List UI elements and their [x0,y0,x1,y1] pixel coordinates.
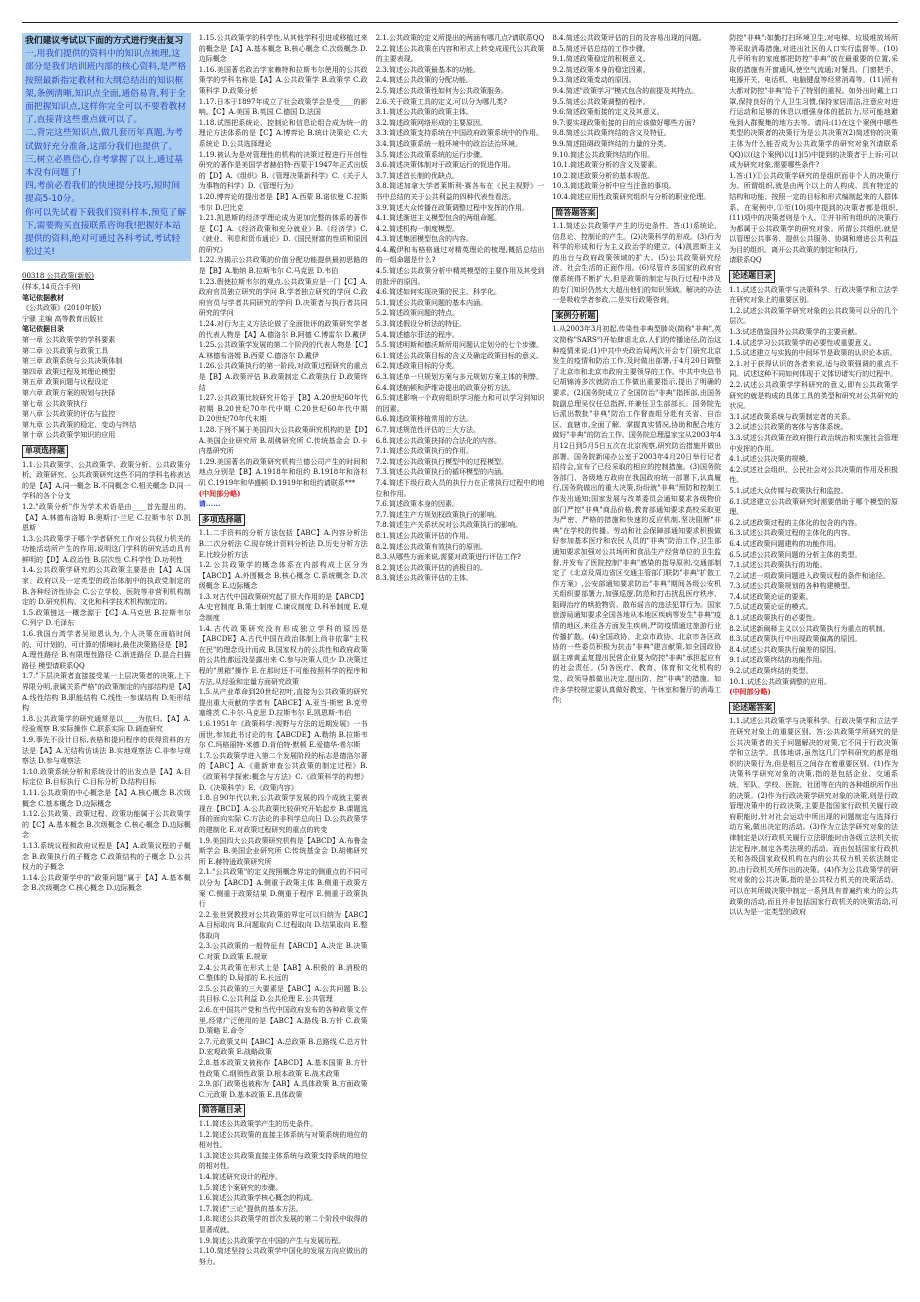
question-item: 9.8.简述公共政策终结的含义及特征。 [552,129,671,138]
question-item: 1.14.公共政策学中的"政策问题"属于【A】A.基本概念 B.次级概念 C.核心概念 D.边际概念 [22,873,191,893]
list-item: 第六章 政策方案的规划与抉择 [22,388,116,397]
question-item: 3.1.试述政策系统与政策制定者的关系。 [729,412,855,421]
question-item: 8.5.简述评估总结的工作步骤。 [552,44,650,53]
question-item: 8.3.试述政策执行中出现政策偏离的原因。 [729,635,862,644]
question-item: 6.3.试述公共政策过程的主体化的内容。 [729,529,855,538]
question-item: 1.27.公共政策比较研究开始于【B】A.20世纪60年代初期 B.20世纪70年代中期 C.20世纪60年代中期 D.20世纪70年代末期 [198,394,368,424]
case-paragraph: 1.从2003年3月初起,传染性非典型肺炎(简称"非典",英文简称"SARS")开始肆虐北京,人们的传播途径,防治这种疫情来说:(1)中共中央政治局两次开会专门研究北京发生的疫情和防治工作,及时做出部署,于4月20日调整了北京市和北京市政府主要领导的工作。中共中央总书记胡锦涛多次就防治工作做出重要指示,提出了明确的要求。(2)国务院成立了全国防治"非典"指挥部,由国务院副总理吴仪任总指挥,并兼任卫生部部长。国务院先后派出数批"非典"防治工作督查组分赴有关省、自治区、直辖市,全面了解、掌握真实情况,协助和配合地方做好"非典"的防治工作。国务院总理温家宝从2003年4月12日到5月5日五次在北京视察,研究防治措施并做出部署。国务院新闻办公室于2003年4月20日举行记者招待会,宣布了已经采取的相应的控制措施。(3)国务院各部门、各级地方政府在我国政府统一部署下,认真履行,国务院做出的重大决策,纷纷就"非典"预防和控制工作发出通知;国家发展与改革委员会通知要求各级物价部门严控"非典"商品价格,教育部通知要求高校采取更为严密、严格的措施和快速的反应机制,坚决阻断"非典"在学校的传播。劳动和社会保障部通知要求积极做好参加基本医疗和农民人员的"非典"防治工作,卫生部通知要求加强对公共场所和食品生产经营单位的卫生监督,并发布了医院控制"非典"感染的指导原则,交通部制定了《北京及周边省区交通主管部门联防"非典"扩散工作方案》,公安部通知要求防治"非典"期间各级公安机关组织要部署力,加强巡逻,防范和打击扰乱医疗秩序、阻碍治疗的哄抢物资、散布谣言的违法犯罪行为。国家旅游局通知要求全国各地从本地区疾病等发生"非典"疫情的地区,来往各方面发生疾病,严防疫情通过旅游行业传播扩散。(4)全国政协、北京市政协、北京市各区政协的一些委员积极为抗击"非典"建言献策,如全国政协副主席黄孟复提出民营企业要为防控"非典"承担起应有的社会责任。(5)各医疗、教育、体育和文化机构的党、政领导都做出决定,提出防、控"非典"的措施。如许多学校规定要认真做好教室、午休室和餐厅的消毒工作; [552,325,722,705]
list-item: 第九章 公共政策的稳定、变动与终结 [22,420,137,429]
question-item: 3.2.简述政策网络形成的主要原因。 [375,118,487,127]
question-item: 2.5.简述公共政策性如何为公共政策服务。 [375,86,508,95]
question-item: 9.2.简述政策本身的稳定因素。 [552,65,650,74]
answer-paragraph: 1.1.简述公共政策学产生的历史条件。答:(1)系统论、信息论、控制论的产生。(2)决策科学的形成。(3)行为科学的形成和行为主义政治学的建立。(4)凯恩斯主义的出台与政府政策领域的扩大。(5)公共政策研究经济、社会生活的正面作用。(6)尽管许多国家的政府官僚系统得不断扩大,但是政策的制定与执行过程中涉及的专门知识仍然大大超出他们的知识领域。解决的办法一是吸收学者参政,二是实行政策咨询。 [552,222,722,305]
question-item: 9.7.要实现政策衔接的目的应该做好哪些方面? [552,118,696,127]
question-item: 6.6.简述政策移植常用的方法。 [375,415,473,424]
question-item: 7.8.简述生产关系状况对公共政策执行的影响。 [375,521,522,530]
question-item: 1.11.公共政策的中心概念是【A】A.核心概念 B.次级概念 C.基本概念 D.边际概念 [22,788,191,808]
question-item: 9.6.简述政策衔接的定义及其意义。 [552,108,664,117]
question-item: 1.23.假使拉斯韦尔的观点,公共政策应是一门【C】A.政府官员独立研究的学问 B.学者独立研究的学问 C.政府官员与学者共同研究的学问 D.决策者与执行者共同研究的学问 [198,277,368,318]
question-item: 2.9.部门政策也被称为【AB】A.具体政策 B.方面政策 C.元政策 D.基本政策 E.具体政策 [198,1080,368,1099]
section-heading-case-analysis: 案例分析题 [552,310,598,323]
question-item: 1.19.被认为是对管理性的机构的决策过程进行开创性研究的著作是美国学者赫伯特·西蒙于1947年正式出版的【D】A.《组织》B.《管理决策新科学》C.《关于人为事物的科学》D.《管理行为》 [198,150,368,191]
question-item: 1.28.下列不属于美国四大公共政策研究机构的是【D】A.美国企业研究所 B.胡佛研究所 C.传统基金会 D.卡内基研究所 [198,425,368,456]
question-item: 1.5.从产业革命到20世纪初叶,直接为公共政策的研究提出重大贡献的学者有【ABCE】A.亚当·斯密 B.克劳塞维茨 C.卡尔·马克思 D.拉斯韦尔 E.凯恩斯·韦伯 [198,688,368,718]
question-item: 3.1.简述公共政策的政策主体。 [375,108,473,117]
question-item: 1.9.美国四大公共政策研究机构是【ABCD】A.布鲁金斯学会 B.美国企业研究所 C.传统基金会 D.胡佛研究所 E.赫特逊政策研究所 [198,836,368,866]
question-item: 5.1.简述公共政策问题的基本内涵。 [375,298,487,307]
question-item: 9.1.简述政策稳定的积极意义。 [552,55,650,64]
contact-note: 请联系QQ [729,256,762,265]
list-item: 第四章 政策过程及其理论模型 [22,367,116,376]
omitted-note: (中间部分略) [198,488,241,498]
question-item: 2.6.在中国共产党和当代中国政府发布的各种政策文件里,经常广泛使用的是【ABC】A.路线 B.方针 C.政策 D.策略 E.命令 [198,1006,368,1036]
question-item: 8.2.简述公共政策评估的消极目的。 [375,563,487,572]
list-heading: 笔记依据教材 [22,292,64,302]
question-item: 2.2.简述公共政策在内容和形式上转变成现代公共政策的主要表现。 [375,44,545,64]
question-item: 1.1.公共政策学、公共政策学、政策分析、公共政策分析、政策研究、公共政策研究这些不同的学科名称表达的是【A】A.同一概念 B.不同概念 C.相关概念 D.同一学科的各个分支 [22,460,191,501]
question-item: 1.1.简述公共政策学产生的历史条件。 [198,1119,318,1128]
question-item: 1.2.公共政策学的概念体系在内部构成上区分为【ABCD】A.外围概念 B.核心概念 C.系统概念 D.次级概念 E.边际概念 [198,561,368,591]
question-item: 3.4.简述政策系统一般环境中的政治法治环境。 [375,139,522,148]
question-item: 9.3.简述政策变动的原因。 [552,76,636,85]
question-item: 7.4.试述政策论证的要素。 [729,592,813,601]
question-list [199,33,368,489]
question-item: 9.1.试述政策终结的功能作用。 [729,656,827,665]
question-item: 7.6.简述政策本身的因素。 [375,500,459,509]
question-item: 5.2.简述政策问题的特点。 [375,309,459,318]
question-item: 2.2.试述公共政策学学科研究的意义,即有公共政策学研究的就是构成的具体工具的类型和研究对公共研究的状况。 [729,381,898,411]
question-item: 2.7.元政策又叫【ABC】A.总政策 B.总路线 C.总方针 D.宏观政策 E.战略政策 [198,1037,368,1057]
question-item: 1.4.试述学习公共政策学的必要性或重要意义。 [729,338,876,347]
question-item: 1.4.古代政策研究没有形成独立学科的原因是【ABCDE】A.古代中国在政治体制上尚非依靠"主权在民"的理念设计而成 B.国家权力的公共性和政府政策的公共性都远没显露出来 C.参与决策人员少 D.决策过程的"黑箱"操作 E.在那时还不可能按照科学的程序和方法,从经验和定量方面研究政策 [198,624,368,686]
omitted-note: (中间部分略) [729,687,771,697]
question-item: 10.1.试述公共政策调整的应用。 [729,677,831,686]
question-item: 3.3.试述公共政策在政府推行政治统治和实施社会管理中发挥的作用。 [729,433,898,453]
question-item: 4.1.简述渐进主义模型包含的两组命题。 [375,214,501,223]
question-item: 7.3.简述公共政策执行的循环模型的内涵。 [375,468,508,477]
question-item: 1.26.公共政策执行的第一阶段,对政策过程研究的重点是【B】A.政策评估 B.政策制定 C.政策执行 D.政策终结 [198,362,368,392]
essay-answer: 1.1.试述公共政策学与决策科学、行政决策学和立法学在研究对象上的重要区别。答:公共政策学所研究的是公共决策者的关于问题解决的对策,它不同于行政决策学和立法学。具体地讲,虽然这几门学科研究的都是组织的决策行为,但是相互之间存在着重要区别。(1)作为决策科学研究对象的决策,指的是包括企业、交通系统、军队、学校、医院、社团等在内的各种组织所作出的决策。(2)作为行政决策学研究对象的决策,则是行政管理决策中的行政决策,主要是指国家行政机关履行政府职能时,针对社会运动中所出现的问题制定与选择行动方案,做出决定的活动。(3)作为立法学研究对象的法律制定是以行政机关履行立法职能时由各级立法机关依法定程序,制定各类法规的活动。而由包括国家行政机关和各级国家政权机构在内的公共权力机关依法制定的,由行政机关所作出的决策。(4)作为公共政策学的研究对象的公共决策,指的是公共权力机关的决策活动。可以在其所做决策中制定一系列具有普遍约束力的公共政策的活动,而且并非包括国家行政机关的决策活动,可以认为是一定类型的政府 [729,717,898,917]
question-list [729,285,898,688]
question-item: 2.3.公共政策的一般特征有【ABCD】A.决定 B.决策 C.对策 D.政策 E.规章 [198,942,368,962]
question-item: 1.8.简述公共政策学的首次发展的第二个阶段中取得的显著成就。 [198,1215,368,1234]
question-item: 9.4.简述"政策学习"模式包含的前提及其特点。 [552,86,699,95]
question-item: 1.29.美国著名的政策研究机构兰德公司产生的时间和地点分别是【B】A.1918年和纽约 B.1918年和洛杉矶 C.1919年和华盛顿 D.1919年和纽约请联系*** [198,457,368,487]
question-item: 6.7.简述规范性评估的三大方法。 [375,425,480,434]
question-item: 10.1.简述政策分析的含义及要素。 [552,161,662,170]
question-item: 4.4.戴伊和布格格通过对精英理论的梳理,概括总结出的一组命题是什么? [375,245,545,265]
omitted-note-tail: 请...... [198,499,221,509]
document-page [22,22,898,1285]
question-item: 1.6.简述公共政策学核心概念的构成。 [198,1194,318,1203]
question-item: 1.12.公共政策、政策过程、政策功能属于公共政策学的【C】A.基本概念 B.次级概念 C.核心概念 D.边际概念 [22,810,191,840]
question-list [552,33,721,203]
question-item: 1.25.公共政策学发展的第二个阶段的代表人物是【C】A.林德布洛姆 B.西蒙 C.德洛尔 D.戴伊 [198,341,368,360]
intro-paragraph: 一,用我们提供的资料中的知识点梳理,这部分是我们培训班内部的核心资料,是严格按照最新指定教材和大纲总结出的知识框架,条例清晰,知识点全面,通俗易背,利于全面把握知识点,这样你完全可以不要看教材了,直接背这些重点就可以了。 [25,49,187,126]
question-item: 4.6.简述如何实现决策的民主、科学化。 [375,288,501,297]
question-item: 6.4.简述帕顿和萨维奇提出的政策分析方法。 [375,383,515,392]
question-item: 1.8.自90年代以来,公共政策学发展的四个成就主要表现在【BCD】A.公共政策比较研究开始起步 B.课题选择的面向实际 C.方法论的非科学总向日 D.公共政策学的建制化 E.对政策过程研究的重点的转变 [198,794,368,834]
section-heading-multi-choice: 多项选择题 [199,514,245,527]
question-item: 3.3.简述政策支持系统在中国政府政策系统中的作用。 [375,129,543,138]
question-item: 1.4.简述研究设计的程序。 [198,1172,283,1181]
question-item: 1.7.公共政策学进入第二个发展阶段的标志是德洛尔著的【ABC】A.《重新审查公共政策的制定过程》B.《政策科学探索:概念与方法》C.《政策科学的构想》D.《决策科学》E.《政策内容》 [198,751,368,792]
section-heading-short-answer-key: 简答题答案 [552,207,598,220]
list-item: 第七章 公共政策执行 [22,399,88,408]
question-item: 3.6.简述决策体制对于政策运行的促进作用。 [375,161,515,170]
section-heading-single-choice: 单项选择题 [22,445,68,458]
question-item: 1.5.政策链这一概念源于【C】A.马克思 B.拉斯韦尔 C.列宁 D.毛泽东 [22,608,191,628]
question-item: 8.4.试述公共政策执行偏差的原因。 [729,645,841,654]
question-item: 7.5.试述政策论证的模式。 [729,603,813,612]
question-item: 1.2."政策分析"作为学术术语是由____首先提出的。【A】A.林德布洛姆 B.奥斯汀·兰尼 C.拉斯韦尔 D.凯恩斯 [22,502,191,533]
question-item: 8.1.试述政策执行的必要性。 [729,614,820,623]
question-item: 8.2.试述新阐释主义以公共政策执行为重点的机制。 [729,624,890,633]
question-item: 1.13.系统议程和政府议程是【A】A.政策议程的子概念 B.政策执行的子概念 C.政策结构的子概念 D.公共权力的子概念 [22,841,191,872]
sample-note: (样本,14页合手列) [22,283,81,292]
question-item: 1.7."下层决策者直接接受某一上层决策者的决策,上下界限分明,隶属关系严格"的政策制定的内部结构是【A】A.线性结构 B.职能结构 C.线性一参谋结构 D.矩形结构 [22,672,191,713]
question-item: 1.3.简述公共政策直接主体系统与政策支持系统的地位的相对性。 [198,1151,368,1171]
question-item: 1.22.为揭示公共政策的价值分配功能提供最初思路的是【B】A.勒纳 B.拉斯韦尔 C.马克思 D.韦伯 [198,256,368,276]
question-item: 5.4.简述德尔菲法的程序。 [375,330,459,339]
section-heading-essay-key: 论述题答案 [729,702,775,715]
question-item: 1.24.对行为主义方法论做了全面批评的政策研究学者的代表人物是【A】A.德洛尔 B.阿德 C.博雷尔 D.戴伊 [198,320,368,339]
section-heading-essay-list: 论述题目录 [729,270,775,283]
question-item: 6.2.试述政策过程的主体化的包含的内容。 [729,518,862,527]
intro-heading: 我们建议考试以下面的方式进行突击复习 [25,36,184,46]
intro-paragraph: 四,考前必看我们的快速提分技巧,短时间提高5-10分。 [25,181,181,205]
intro-paragraph: 你可以先试着下载我们资料样本,预览了解下,需要购买直接联系咨询我!把握好本站提供的资料,绝对可通过各科考试,考试轻松过关! [25,207,187,258]
question-item: 2.5.公共政策的三大要素是【ABC】A.公共问题 B.公共目标 C.公共利益 D.公共伦理 E.公共管理 [198,984,368,1004]
question-item: 2.2.张世贤教授对公共政策的界定可以归纳为【ABC】A.目标取向 B.问题取向 C.过程取向 D.结果取向 E.整体取向 [198,910,368,940]
question-item: 2.4.公共政策在形式上是【AB】A.积极的 B.消极的 C.整体的 D.局部的 E.长远的 [198,963,368,983]
question-list [199,528,368,1100]
question-item: 9.5.简述公共政策调整的程序。 [552,97,650,106]
list-item: 第十章 公共政策学知识的应用 [22,431,116,440]
list-heading: 笔记依据目录 [22,324,64,334]
question-item: 3.5.简述公共政策系统的运行步骤。 [375,150,487,159]
reference-lists [22,293,191,441]
question-item: 4.2.试述社会组织、公民社会对公共决策的作用及积极性。 [729,465,898,485]
question-item: 1.1.试述公共政策学与决策科学、行政决策学和立法学在研究对象上的重要区别。 [729,285,898,305]
question-item: 1.5.试述建立与实践的中间环节是政策的认识论本质。 [729,349,897,358]
question-item: 9.10.简述公共政策终结的作用。 [552,150,655,159]
list-item: 第一章 公共政策学的学科要素 [22,336,116,345]
question-item: 1.9.事先不设计目标,表格和提问程序的获得资料的方法是【A】A.无结构访谈法 B.实地观察法 C.非参与观察法 D.参与观察法 [22,735,191,766]
question-item: 1.6.我国台湾学者吴琼恩认为,个人决策在面临时间的、可计划的、可计算的情境时,最佳决策路径是【B】A.理性路径 B.有限理性路径 C.渐进路径 D.混合扫描路径 模型请联系QQ [22,630,191,670]
question-item: 2.4.简述公共政策的分配功能。 [375,76,473,85]
question-item: 3.9.简述大众传播在政策调整过程中发挥的作用。 [375,203,529,212]
question-item: 8.4.简述公共政策评估的目的及容易出现的问题。 [552,34,706,42]
question-item: 8.1.简述公共政策评估的作用。 [375,531,473,540]
question-item: 3.8.简述加拿大学者莱斯利·赛各布在《民主视野》一书中总结的关于公共利益的四种代表性看法。 [375,182,545,201]
case-answer: 1.答:(1)①公共政策学研究的是组织而非个人的决策行为。所谓组织,就是由两个以上的人构成、具有特定的结构和功能、按照一定的目标和形式编制起来的人群体系。在案例中,①至(10)项中提到的决策者都是组织,(11)项中的决策者则是个人。②并非所有组织的决策行为都属于公共政策学的研究对象。所谓公共组织,就是以管理公共事务、提供公共服务、协调和增进公共利益为目的组织。离开公共政策的制定和执行, [729,171,898,254]
question-item: 1.18.试图把系统论、控制论和信息论组合成为统一的理论方法体系的是【C】A.博弈论 B.统计决策论 C.大系统论 D.公共选择理论 [198,118,368,148]
list-item: 第五章 政策问题与议程设定 [22,378,109,387]
question-item: 1.8.公共政策学的研究通常是以____为依归。【A】A.经验观察 B.实际操作 C.联系实际 D.调查研究 [22,714,191,734]
question-item: 1.3.对古代中国政策研究起了很大作用的是【ABCD】A.史官制度 B.策士制度 C.谏议制度 D.科举制度 E.观念制度 [198,592,368,623]
question-list [22,460,191,894]
question-item: 8.3.从哪些方面来说,需要对政策进行评估工作? [375,553,521,562]
list-item: 第二章 公共政策与政策工具 [22,346,109,355]
question-item: 2.1.对于获得认识的各者来说,适与政策强调的重点不同。试述这种不同如何体现于文体切诸实行的过程中。 [729,359,898,379]
question-item: 10.3.简述政策分析中应当注意的事项。 [552,182,676,191]
question-item: 1.3.试述借鉴国外公共政策学的主要贡献。 [729,328,862,337]
question-item: 7.1.简述公共政策执行的作用。 [375,447,473,456]
question-item: 3.2.试述公共政策的客体与客体系统。 [729,423,848,432]
question-item: 2.3.简述公共政策最基本的功能。 [375,65,480,74]
list-item: 宁骚 主编 高等教育出版社 [22,314,104,323]
column-4 [552,33,721,1285]
question-item: 3.7.简述首长制的优缺点。 [375,171,459,180]
question-item: 1.6.1951年《政策科学:视野与方法的近期发展》一书面世,参加此书讨论的有【ABCDE】A.勒纳 B.拉斯韦尔 C.玛格丽特·米德 D.肯伯特·默顿 E.爱德华·希尔斯 [198,720,368,750]
question-item: 5.3.简述假设分析法的特征。 [375,320,466,329]
case-paragraph-continued: 防控"非典":如勤打扫环境卫生,对电梯、垃圾堆放场所等采取消毒措施,对进出社区的人口实行监督等。(10)几乎所有的家庭都把防控"非典"放在最重要的位置,采取的措施有开窗通风,使空气流通;对餐具、门窗把手、电器开关、电话机、电脑键盘等经常消毒等。(11)所有大都对防控"非典"给予了特别的重视。如外出时戴上口罩,保持良好的个人卫生习惯,保持家居清洁,注意应对进行运动和足够的休息以增强身体的抵抗力,尽可能地避免到人群聚集的地方去等。请问:(1)在这个案例中哪些类型的决策者的决策行为是公共决策?(2)简述你的决策主体为什么能否成为公共政策学的研究对象?(请联系QQ)以(这个案例)以[1](5)中提到的决策者于上诉;可以成为研究对象,需要哪些条件? [729,34,898,170]
question-item: 1.2.试述公共政策学研究对象的公共政策可以分的几个层次。 [729,306,898,326]
question-item: 6.2.简述政策目标的分类。 [375,362,459,371]
question-item: 4.5.简述公共政策分析中精英模型的主要作用及其受到的批评的原因。 [375,267,545,286]
question-item: 2.6.关于政策工具的定义,可以分为哪几类? [375,97,507,106]
column-1 [22,33,191,1285]
question-item: 1.1.二手资料的分析方法包括【ABC】A.内容分析法 B.二次分析法 C.现存统计资料分析法 D.历史分析方法 E.比较分析方法 [198,529,368,559]
question-item: 7.1.试述公共政策执行的功能。 [729,561,827,570]
section-heading-short-answer-list: 简答题目录 [199,1104,245,1117]
question-item: 2.8.基本政策又被称作【ABCD】A.基本国策 B.方针性政策 C.纲领性政策 D.根本政策 E.战术政策 [198,1059,368,1078]
column-5 [729,33,898,1285]
question-item: 5.1.试述大众传媒与政策执行和监控。 [729,486,848,495]
question-item: 1.10.政策系统分析和系统设计的出发点是【A】A.目标定位 B.目标执行 C.目标分析 D.结构目标 [22,767,191,787]
question-item: 1.3.公共政策学于哪个学者研究工作对公共权力机关的功能活动所产生的作用,说明这门学科的研究活动具有鲜明的【D】A.政治性 B.层次性 C.科学性 D.功利性 [22,534,191,564]
question-list [376,33,545,584]
list-item: 第三章 政策系统与公共决策体制 [22,357,123,366]
question-item: 10.4.简述应用性政策研究组织与分析的职业伦理。 [552,192,711,201]
question-item: 8.2.简述公共政策有效执行的原则。 [375,542,487,551]
question-item: 1.16.美国著名政治学家赖特和拉斯韦尔使用的公共政策学的学科名称是【A】A.公共政策学 B.政策学 C.政策科学 D.政策分析 [198,65,368,95]
question-item: 1.10.简述坚持公共政策学中国化的发展方向应做出的努力。 [198,1247,368,1266]
question-item: 6.1.试述建立公共政策研究时需要借助于哪个模型的原理。 [729,497,898,517]
question-item: 1.21.凯恩斯的经济学理论成为更加完整的体系的著作是【C】A.《经济政策和充分就业》B.《经济学》C.《就业、利息和货币通论》D.《国民财富的性质和原因的研究》 [198,214,368,254]
question-item: 6.4.试述政策问题建构的功能作用。 [729,539,841,548]
column-2 [199,33,368,1285]
question-item: 2.1.公共政策的定义所提出的两涵有哪几点?请联系QQ [375,34,545,42]
question-item: 7.3.试述公共政策规划的各种构建模型。 [729,582,855,591]
question-item: 1.5.简述个案研究的步骤。 [198,1183,283,1192]
question-item: 4.1.试述公共决策的规模。 [729,455,813,464]
question-item: 9.2.试述政策终结的类型。 [729,667,813,676]
question-item: 8.3.简述公共政策评估的主体。 [375,574,473,583]
question-item: 1.9.简述公共政策学在中国的产生与发展历程。 [198,1236,346,1245]
question-item: 1.4.公共政策学研究的公共政策主要是由【A】A.国家、政府以及一定类型的政治体制中的执政党制定的 B.各种经济性协会 C.公立学校、医院等非营利机构制定的 D.研究机构、文化和科学技术机构制定的。 [22,566,191,607]
question-item: 7.2.试述一项政策问题进入政策议程的条件和途径。 [729,571,890,580]
course-code: 00318 公共政策(新版) [22,272,94,281]
question-item: 7.2.简述公共政策执行模型中的过程模型。 [375,457,508,466]
list-item: 《公共政策》(2010年版) [22,304,102,313]
question-item: 6.5.试述公共政策问题的分析主体的类型。 [729,550,862,559]
question-item: 1.17.日本于1897年成立了社会政策学会是受____的影响。【C】A.美国 B.英国 C.德国 D.法国 [198,97,368,117]
intro-paragraph: 三,树立必胜信心,自考掌握了以上,通过基本没有问题了! [25,154,183,179]
question-item: 4.3.简述集团模型包含的内容。 [375,235,473,244]
question-item: 1.2.简述公共政策的直接主体系统与对策系统的地位的相对性。 [198,1130,368,1150]
question-item: 9.9.简述阻碍政策终结的力量的分类。 [552,139,671,148]
question-item: 10.2.简述政策分析的基本规范。 [552,171,655,180]
question-item: 1.7.简述"三论"提供的基本方法。 [198,1204,303,1213]
question-item: 4.2.简述机构一制度模型。 [375,224,459,233]
question-list [199,1119,368,1267]
question-item: 1.20.博弈论的提出者是【B】A.西蒙 B.诺依曼 C.拉斯韦尔 D.巴比克 [198,192,368,212]
question-item: 2.1."公共政策"的定义按照概念界定的侧重点的不同可以分为【ABCD】A.侧重于政策主体 B.侧重于政策方案 C.侧重于政策结果 D.侧重于程序 E.侧重于政策执行 [198,868,368,909]
question-item: 6.1.简述公共政策目标的含义及确定政策目标的意义。 [375,351,543,360]
question-item: 7.4.简述下级行政人员的执行力在正常执行过程中的地位和作用。 [375,478,545,498]
question-item: 5.5.简述明斯和德沃斯所用问题认定划分的七个步骤。 [375,341,543,350]
column-3 [376,33,545,1285]
list-item: 第八章 公共政策的评估与监控 [22,410,116,419]
question-item: 6.3.简述单一只规划方案与多元规划方案主体的利弊。 [375,373,543,381]
question-item: 7.7.简述生产方规划权政策执行的影响。 [375,510,501,519]
columns [22,23,898,1285]
question-item: 6.5.简述影响一个政府组织学习能力和可以学习到知识的因素。 [375,394,545,413]
question-item: 1.15.公共政策学的科学性,从其他学科引进或移植过来的概念是【A】A.基本概念 B.核心概念 C.次级概念 D.边际概念 [198,34,368,64]
question-item: 6.8.简述公共政策抉择的合法化的内容。 [375,436,501,445]
intro-box [22,33,191,261]
intro-paragraph: 二,背完这些知识点,做几套历年真题,为考试做好充分准备,这部分我们也提供了。 [25,128,183,152]
